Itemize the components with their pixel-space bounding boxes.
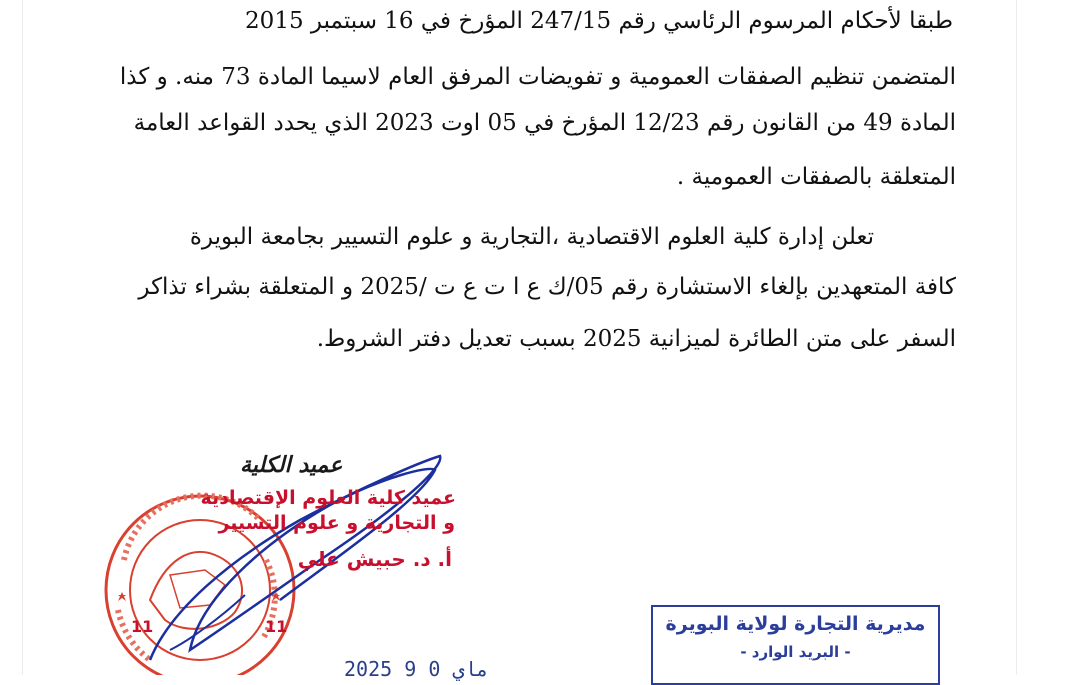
body-line-1: طبقا لأحكام المرسوم الرئاسي رقم 247/15 المؤرخ في 16 سبتمبر 2015 [245, 8, 953, 34]
body-line-4: المتعلقة بالصفقات العمومية . [676, 164, 956, 190]
incoming-stamp-subtitle: - البريد الوارد - [740, 643, 851, 661]
dean-title: عميد الكلية [240, 453, 343, 478]
body-line-2: المتضمن تنظيم الصفقات العمومية و تفويضات المرفق العام لاسيما المادة 73 منه. و كذا [119, 64, 956, 90]
seal-number-left: 11 [131, 617, 154, 636]
body-line-3: المادة 49 من القانون رقم 12/23 المؤرخ في 05 اوت 2023 الذي يحدد القواعد العامة [133, 110, 956, 136]
seal-number-right: 11 [265, 617, 288, 636]
dean-stamp-name: أ. د. حبيش علي [297, 547, 452, 571]
incoming-stamp-title: مديرية التجارة لولاية البويرة [665, 613, 926, 635]
body-line-7: السفر على متن الطائرة لميزانية 2025 بسبب تعديل دفتر الشروط. [316, 326, 956, 352]
incoming-mail-stamp [651, 605, 940, 685]
date-stamp: 2025 ماي 0 9 [344, 657, 489, 681]
dean-stamp-line-1: عميد كلية العلوم الإقتصادية [200, 487, 456, 509]
body-line-6: كافة المتعهدين بإلغاء الاستشارة رقم 05/ك ع ا ت ع ت /2025 و المتعلقة بشراء تذاكر [138, 274, 956, 300]
dean-stamp-line-2: و التجارية و علوم التسيير [218, 512, 455, 534]
body-line-5: تعلن إدارة كلية العلوم الاقتصادية ،التجارية و علوم التسيير بجامعة البويرة [189, 224, 874, 250]
